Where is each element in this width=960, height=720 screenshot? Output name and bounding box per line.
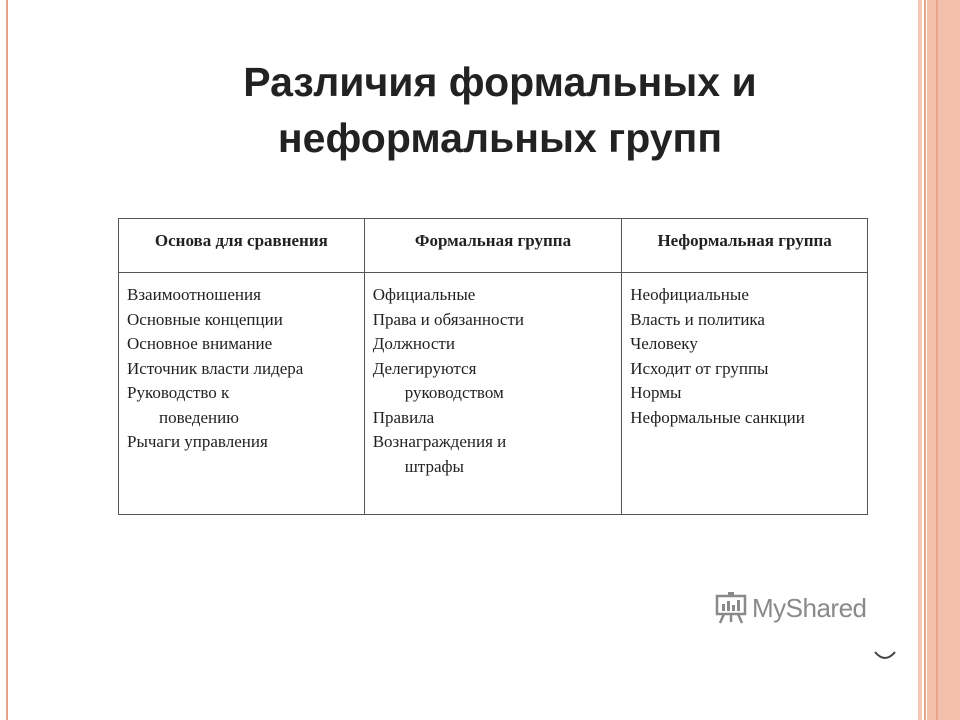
cell-line: Неформальные санкции bbox=[630, 407, 805, 427]
cell-line: Источник власти лидера bbox=[127, 358, 304, 378]
table-header-row bbox=[119, 219, 868, 273]
cell-line: Делегируются bbox=[372, 358, 477, 378]
cell-line: Взаимоотношения bbox=[127, 285, 261, 304]
slide-title-line-1: Различия формальных и bbox=[243, 59, 757, 105]
comparison-table bbox=[118, 218, 868, 515]
cell-line: штрафы bbox=[404, 456, 464, 476]
cell-line: Власть и политика bbox=[630, 309, 765, 329]
cell-formal bbox=[364, 273, 622, 515]
cell-line: руководством bbox=[404, 383, 504, 402]
presentation-board-icon bbox=[714, 591, 748, 625]
cell-line: Права и обязанности bbox=[372, 309, 524, 329]
cell-line: Вознаграждения и bbox=[372, 432, 507, 451]
corner-curl-decoration bbox=[874, 648, 896, 662]
cell-line: Официальные bbox=[372, 285, 476, 304]
cell-line: Должности bbox=[372, 334, 455, 353]
cell-line: Руководство к bbox=[127, 383, 230, 402]
table-row bbox=[119, 273, 868, 515]
cell-line: Неофициальные bbox=[630, 285, 749, 304]
cell-line: Человеку bbox=[630, 334, 698, 353]
header-informal-group: Неформальная группа bbox=[622, 219, 868, 273]
cell-line: Нормы bbox=[630, 383, 682, 402]
cell-line: поведению bbox=[159, 407, 239, 427]
myshared-watermark bbox=[714, 588, 884, 628]
left-border-line bbox=[6, 0, 8, 720]
cell-line: Правила bbox=[372, 407, 435, 427]
cell-basis bbox=[119, 273, 365, 515]
right-stripe-band bbox=[927, 0, 960, 720]
slide-title-line-2: неформальных групп bbox=[277, 115, 723, 161]
header-basis: Основа для сравнения bbox=[119, 219, 365, 273]
watermark-text: MyShared bbox=[752, 592, 867, 623]
slide-title bbox=[150, 54, 850, 166]
header-formal-group: Формальная группа bbox=[364, 219, 622, 273]
cell-line: Основное внимание bbox=[127, 334, 273, 353]
cell-line: Исходит от группы bbox=[630, 358, 769, 378]
cell-informal bbox=[622, 273, 868, 515]
cell-line: Основные концепции bbox=[127, 309, 283, 329]
right-stripe-inner bbox=[918, 0, 922, 720]
right-stripe-line-2 bbox=[936, 0, 938, 720]
cell-line: Рычаги управления bbox=[127, 432, 268, 451]
right-stripe-line bbox=[924, 0, 926, 720]
